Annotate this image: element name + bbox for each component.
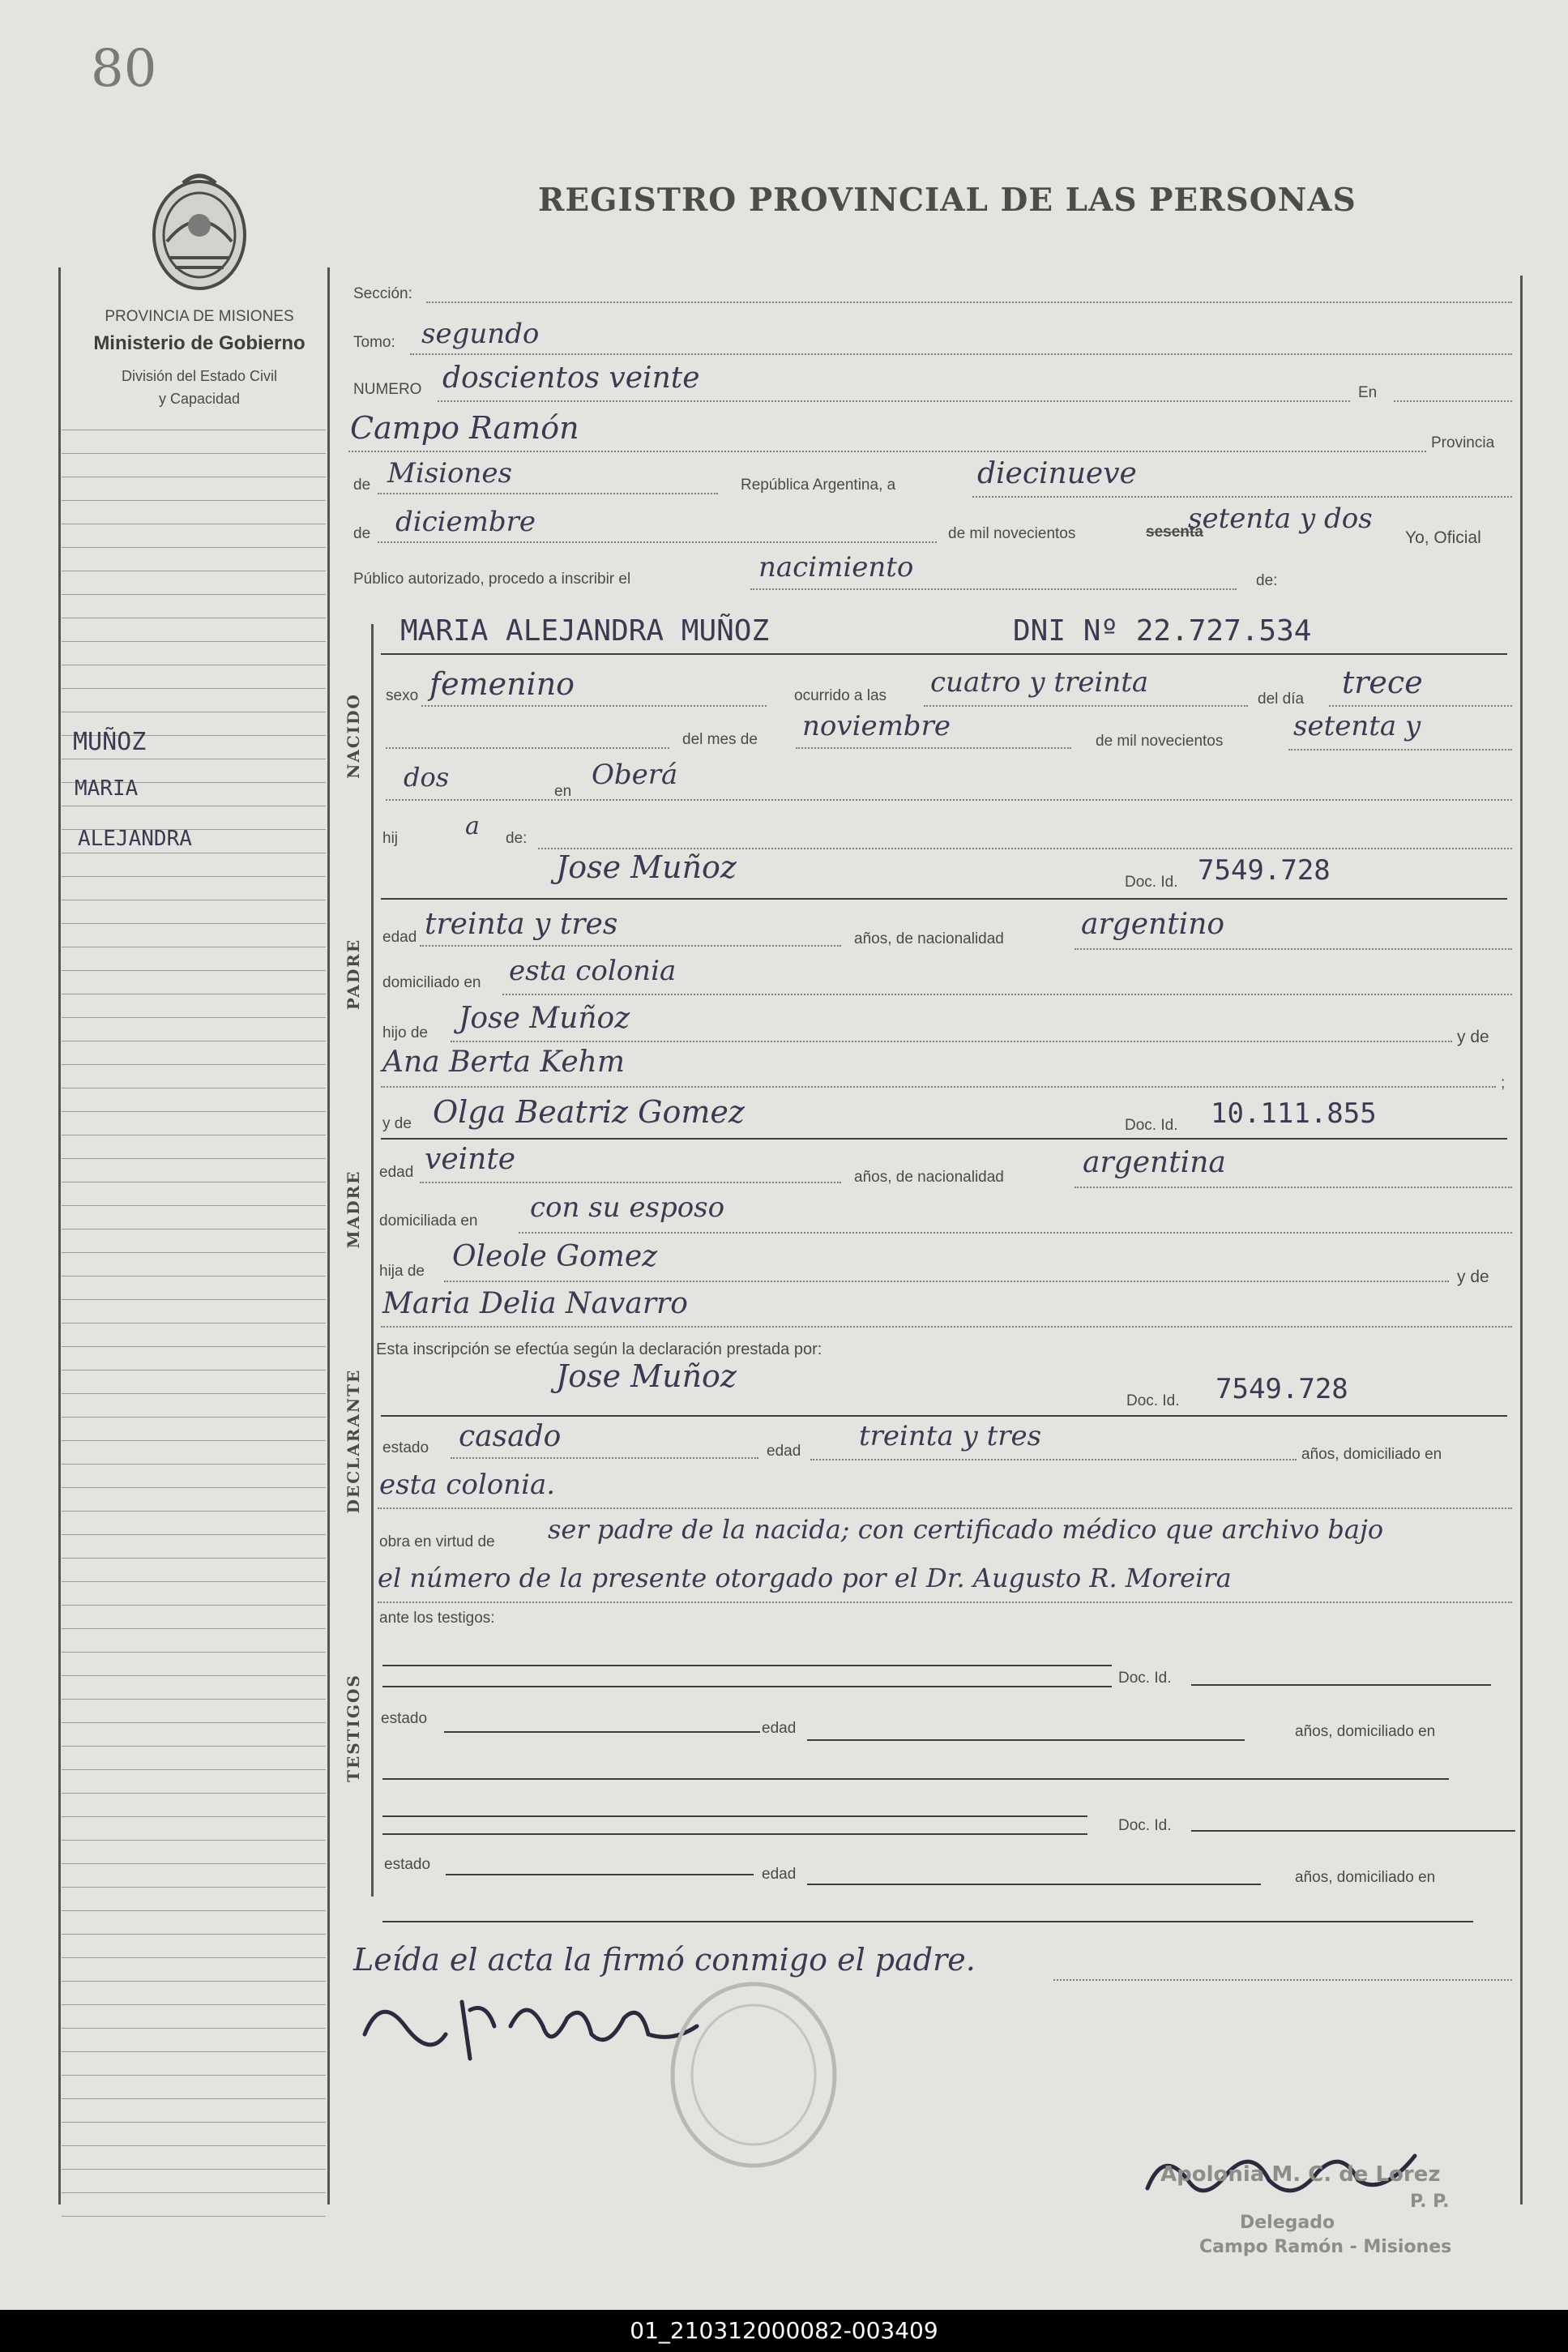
value-closing: Leída el acta la firmó conmigo el padre. [353,1942,976,1978]
label-padre-dom: domiciliado en [382,974,481,991]
margin-rule [62,1699,326,1700]
label-padre-hijo-de: hijo de [382,1024,428,1041]
value-madre-nac: argentina [1083,1146,1226,1179]
label-madre-doc: Doc. Id. [1125,1117,1178,1134]
label-provincia: Provincia [1431,434,1495,451]
solid-line [381,898,1507,900]
dotted-line [1075,1187,1512,1188]
value-mes: diciembre [395,506,536,538]
solid-line [382,1686,1112,1687]
coat-of-arms-emblem [143,169,256,298]
margin-rule [62,1158,326,1159]
margin-rule [62,1111,326,1112]
value-padre-nombre: Jose Muñoz [556,849,737,885]
right-border [1520,276,1523,2204]
label-de-2: de [353,525,371,542]
margin-rule [62,1370,326,1371]
value-padre-hijo-de: Jose Muñoz [459,1002,630,1035]
value-numero: doscientos veinte [442,361,700,395]
margin-rule [62,2169,326,2170]
division-line-2: y Capacidad [158,391,241,407]
value-madre-madre: Maria Delia Navarro [382,1287,688,1320]
value-dia-nac: trece [1342,665,1423,700]
label-ante: ante los testigos: [379,1610,495,1627]
margin-rule [62,2075,326,2076]
label-ocurrido: ocurrido a las [794,687,887,704]
dotted-line [451,1041,1452,1042]
stamp-location: Campo Ramón - Misiones [1199,2237,1452,2257]
value-anio-nac-b: dos [404,762,450,793]
label-en-lower: en [554,783,572,800]
province-name: PROVINCIA DE MISIONES [105,308,294,325]
value-padre-nac: argentino [1081,908,1225,941]
value-anio: setenta y dos [1188,502,1373,535]
margin-rule [62,1487,326,1488]
dotted-line [410,353,1512,355]
dotted-line [451,1457,758,1459]
margin-surname: MUÑOZ [73,728,147,756]
value-hora: cuatro y treinta [930,666,1149,699]
solid-line [446,1874,754,1875]
margin-rule [62,1769,326,1770]
value-edad-declarante: treinta y tres [859,1420,1042,1452]
label-testigo-2-doc: Doc. Id. [1118,1817,1172,1834]
value-declarante: Jose Muñoz [556,1358,737,1394]
label-declaracion: Esta inscripción se efectúa según la declaración prestada por: [376,1341,822,1358]
margin-rule [62,547,326,548]
value-sexo: femenino [429,666,575,702]
solid-line [381,653,1507,655]
value-dni: DNI Nº 22.727.534 [1013,614,1312,648]
value-hij-suffix: a [465,812,480,840]
dotted-line [796,747,1071,749]
margin-rule [62,1934,326,1935]
dotted-line [924,705,1248,707]
solid-line [382,1778,1449,1780]
label-madre-dom: domiciliada en [379,1212,478,1229]
margin-second-name: ALEJANDRA [78,827,192,851]
solid-line [381,1415,1507,1417]
dotted-line [378,541,937,543]
solid-line [1191,1684,1491,1686]
label-seccion: Sección: [353,285,412,302]
margin-rule [62,1581,326,1582]
dotted-line [1329,705,1512,707]
solid-line [1191,1830,1515,1832]
value-padre-doc: 7549.728 [1198,854,1331,887]
value-anio-nac-a: setenta y [1293,710,1421,742]
margin-rule [62,923,326,924]
value-obra-line-2: el número de la presente otorgado por el Dr. Augusto R. Moreira [378,1563,1232,1593]
margin-rule [62,2192,326,2193]
margin-rule [62,1957,326,1958]
margin-rule [62,1464,326,1465]
margin-rule [62,2098,326,2099]
label-republica: República Argentina, a [741,477,896,494]
margin-rule [62,1863,326,1864]
value-madre-nombre: Olga Beatriz Gomez [433,1094,745,1130]
value-madre-doc: 10.111.855 [1211,1097,1377,1130]
register-title: REGISTRO PROVINCIAL DE LAS PERSONAS [538,182,1357,219]
label-testigo-2-estado: estado [384,1856,431,1873]
margin-rule [62,1628,326,1629]
label-madre-y-de: y de [382,1115,412,1132]
value-dia: diecinueve [977,457,1137,490]
margin-rule [62,2028,326,2029]
dotted-line [378,1507,1512,1509]
value-declarante-doc: 7549.728 [1216,1373,1348,1405]
section-nacido: NACIDO [344,693,363,779]
label-madre-hija-de: hija de [379,1263,425,1280]
margin-rule [62,1511,326,1512]
label-en: En [1358,384,1378,401]
label-declarante-doc: Doc. Id. [1126,1392,1180,1409]
margin-rule [62,1393,326,1394]
value-lugar: Campo Ramón [350,410,579,446]
label-padre-nac: años, de nacionalidad [854,930,1004,947]
label-numero: NUMERO [353,381,422,398]
margin-rule [62,641,326,642]
section-testigos: TESTIGOS [344,1674,363,1782]
label-de-colon-2: de: [506,830,528,847]
label-obra: obra en virtud de [379,1533,495,1550]
dotted-line [810,1459,1297,1460]
label-de-1: de [353,477,371,494]
section-declarante: DECLARANTE [344,1368,363,1514]
label-madre-edad: edad [379,1164,414,1181]
label-del-dia: del día [1258,691,1305,708]
dotted-line [421,705,767,707]
section-column-border [371,624,374,1897]
label-hij: hij [382,830,399,847]
label-testigo-1-doc: Doc. Id. [1118,1670,1172,1687]
dotted-line [378,493,718,494]
margin-rule [62,2122,326,2123]
label-mil-novecientos-2: de mil novecientos [1096,733,1224,750]
margin-rule [62,2051,326,2052]
dotted-line [750,588,1237,590]
division-line-1: División del Estado Civil [121,368,278,384]
label-de-colon: de: [1256,572,1278,589]
margin-rule [62,1534,326,1535]
value-inscripcion: nacimiento [758,551,914,584]
dotted-line [972,496,1512,498]
dotted-line [420,1182,841,1183]
value-tomo: segundo [421,318,540,350]
label-publico: Público autorizado, procedo a inscribir el [353,571,631,588]
dotted-line [1075,948,1512,950]
left-margin-border [58,267,61,2204]
dotted-line [420,945,841,947]
margin-rule [62,876,326,877]
value-padre-edad: treinta y tres [425,908,618,941]
dotted-line [386,799,1512,801]
dotted-line [519,1232,1512,1234]
margin-rule [62,1346,326,1347]
value-nombre: MARIA ALEJANDRA MUÑOZ [400,614,770,648]
page-number: 80 [91,39,157,99]
label-padre-doc: Doc. Id. [1125,874,1178,891]
label-anos-dom: años, domiciliado en [1301,1446,1442,1463]
solid-line [381,1138,1507,1140]
margin-rule [62,1887,326,1888]
label-madre-nac: años, de nacionalidad [854,1169,1004,1186]
section-padre: PADRE [344,938,363,1011]
margin-rule [62,1299,326,1300]
label-yo-oficial: Yo, Oficial [1405,528,1481,547]
dotted-line [1394,400,1512,402]
margin-first-name: MARIA [75,776,139,801]
margin-rule [62,970,326,971]
margin-rule [62,1675,326,1676]
image-caption: 01_210312000082-003409 [630,2317,938,2344]
margin-rule [62,1793,326,1794]
solid-line [382,1815,1087,1817]
label-padre-edad: edad [382,929,417,946]
margin-rule [62,1252,326,1253]
value-obra-line-1: ser padre de la nacida; con certificado médico que archivo bajo [548,1514,1384,1545]
margin-rule [62,1558,326,1559]
solid-line [807,1884,1261,1885]
margin-rule [62,1722,326,1723]
margin-rule [62,688,326,689]
margin-rule [62,1816,326,1817]
dotted-line [502,994,1512,995]
label-sexo: sexo [386,687,419,704]
value-estado: casado [459,1420,562,1453]
label-semicolon: ; [1501,1075,1506,1092]
margin-rule [62,1064,326,1065]
margin-rule [62,1440,326,1441]
label-testigo-2-edad: edad [762,1866,797,1883]
dotted-line [1288,749,1512,751]
label-padre-y-de: y de [1457,1028,1489,1046]
value-mes-nac: noviembre [802,710,951,742]
margin-rule [62,1323,326,1324]
margin-rule [62,1017,326,1018]
stamp-name: Apolonia M. C. de Lorez [1160,2162,1441,2187]
margin-rule [62,1652,326,1653]
margin-rule [62,500,326,501]
struck-year-text: sesenta [1146,524,1203,541]
value-provincia: Misiones [387,457,512,490]
dotted-line [426,301,1512,303]
solid-line [444,1731,760,1733]
value-madre-hija-de: Oleole Gomez [452,1240,658,1273]
value-madre-edad: veinte [425,1143,516,1176]
dotted-line [438,400,1350,402]
label-estado: estado [382,1439,429,1456]
margin-rule [62,1746,326,1747]
stamp-pp: P. P. [1410,2192,1450,2212]
label-testigo-1-estado: estado [381,1710,428,1727]
label-testigo-2-anos-dom: años, domiciliado en [1295,1869,1436,1886]
label-testigo-1-edad: edad [762,1720,797,1737]
dotted-line [381,1326,1512,1328]
margin-rule [62,1605,326,1606]
margin-rule [62,594,326,595]
ministry-name: Ministerio de Gobierno [93,332,305,354]
solid-line [382,1665,1112,1666]
faded-round-seal [664,1978,843,2172]
margin-rule [62,1981,326,1982]
margin-rule [62,2216,326,2217]
margin-rule [62,1910,326,1911]
solid-line [382,1921,1473,1922]
section-madre: MADRE [344,1170,363,1249]
dotted-line [348,451,1426,452]
label-mil-novecientos: de mil novecientos [948,525,1076,542]
value-madre-dom: con su esposo [530,1191,725,1224]
solid-line [807,1739,1245,1741]
value-lugar-nac: Oberá [592,759,678,791]
dotted-line [1053,1979,1512,1981]
dotted-line [381,1086,1496,1088]
margin-rule [62,1205,326,1206]
label-edad-declarante: edad [767,1443,801,1460]
solid-line [382,1833,1087,1835]
margin-rule [62,1840,326,1841]
label-del-mes: del mes de [682,731,758,748]
dotted-line [386,747,669,749]
label-testigo-1-anos-dom: años, domiciliado en [1295,1723,1436,1740]
margin-rule [62,2145,326,2146]
label-madre-y-de-2: y de [1457,1268,1489,1286]
margin-column-border [327,267,330,2204]
margin-rule [62,2004,326,2005]
dotted-line [378,1601,1512,1603]
stamp-delegado: Delegado [1240,2213,1335,2233]
value-padre-dom: esta colonia [509,955,677,987]
margin-rule [62,1417,326,1418]
margin-rule [62,453,326,454]
value-padre-madre: Ana Berta Kehm [382,1046,625,1079]
dotted-line [444,1281,1449,1282]
value-dom-declarante: esta colonia. [379,1469,556,1501]
label-tomo: Tomo: [353,334,395,351]
